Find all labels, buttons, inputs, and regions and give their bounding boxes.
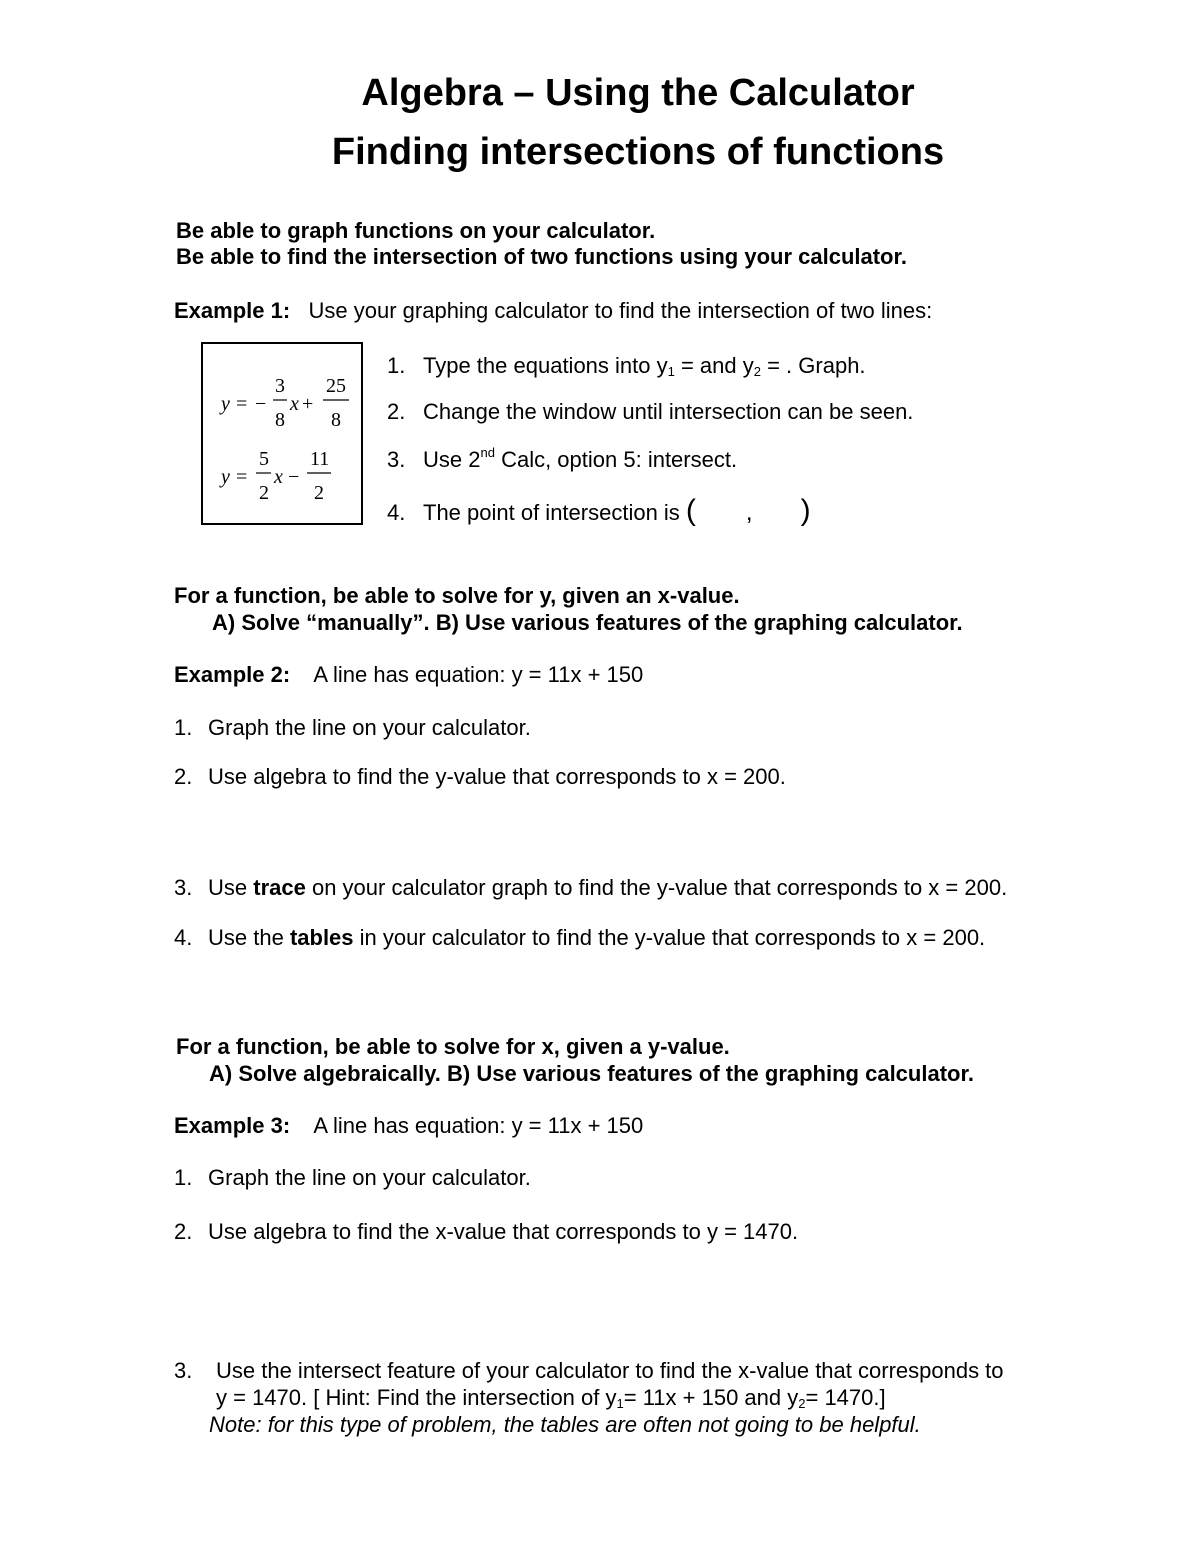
example2-step-2: 2. Use algebra to find the y-value that corresponds to x = 200. (174, 764, 786, 789)
example3-step-3-hint: y = 1470. [ Hint: Find the intersection of $y_1= 11x + 150$ and $y_2= 1470$.] (216, 1385, 886, 1411)
eq2-num1: 5 (259, 448, 269, 470)
example2-label: Example 2: (174, 662, 291, 687)
eq1-minus: − (255, 393, 267, 415)
eq1-num1: 3 (275, 375, 285, 397)
example1-step-2: 2. Change the window until intersection can be seen. (387, 399, 914, 424)
section3-subheading: A) Solve algebraically. B) Use various features of the graphing calculator. (209, 1061, 974, 1086)
example3-note: Note: for this type of problem, the tables are often not going to be helpful. (209, 1412, 921, 1437)
example1-label: Example 1: (174, 298, 291, 323)
close-paren: ) (800, 494, 811, 527)
example3-prompt (174, 1113, 643, 1139)
example1-text: Use your graphing calculator to find the intersection of two lines: (308, 298, 933, 323)
eq2-x: x (274, 466, 283, 488)
example2-step-4: 4. Use the tables in your calculator to find the y-value that corresponds to x = 200. (174, 925, 986, 950)
example1-step-3: 3. Use 2nd Calc, option 5: intersect. (387, 445, 738, 472)
example1-step-4: 4. The point of intersection is ( , ) (387, 494, 811, 527)
equations-box (201, 342, 363, 525)
example3-label: Example 3: (174, 1113, 291, 1138)
example2-step-3: 3. Use trace on your calculator graph to find the y-value that corresponds to x = 200. (174, 875, 1008, 900)
section2-subheading: A) Solve “manually”. B) Use various features of the graphing calculator. (212, 610, 963, 635)
objective-2: Be able to find the intersection of two functions using your calculator. (176, 244, 907, 269)
eq2-den2: 2 (314, 482, 324, 504)
eq1-num2: 25 (326, 375, 346, 397)
eq2-den1: 2 (259, 482, 269, 504)
example2-step-1: 1. Graph the line on your calculator. (174, 715, 531, 740)
eq1-equals: = (236, 393, 248, 415)
example1-prompt (174, 298, 932, 324)
section3-heading: For a function, be able to solve for x, given a y-value. (176, 1034, 730, 1059)
eq2-equals: = (236, 466, 248, 488)
objective-1: Be able to graph functions on your calculator. (176, 218, 656, 243)
example1-step-1: 1. Type the equations into $y_1$ = and $y_2$ = . Graph. (387, 353, 866, 379)
section2-heading: For a function, be able to solve for y, given an x-value. (174, 583, 740, 608)
page-title: Algebra – Using the Calculator (361, 72, 915, 114)
example3-step-1: 1. Graph the line on your calculator. (174, 1165, 531, 1190)
page-subtitle: Finding intersections of functions (331, 131, 945, 173)
equations-graphic (203, 344, 363, 525)
eq1-x: x (290, 393, 299, 415)
example3-text: A line has equation: y = 11x + 150 (313, 1113, 644, 1138)
comma: , (745, 499, 753, 526)
example2-prompt (174, 662, 643, 688)
eq1-den2: 8 (331, 409, 341, 431)
eq1-y: y (221, 393, 230, 415)
eq2-y: y (221, 466, 230, 488)
example2-text: A line has equation: y = 11x + 150 (313, 662, 644, 687)
example3-step-3: 3. Use the intersect feature of your calculator to find the x-value that corresponds to (174, 1358, 1004, 1383)
open-paren: ( (685, 494, 696, 527)
example3-step-2: 2. Use algebra to find the x-value that corresponds to y = 1470. (174, 1219, 799, 1244)
eq1-plus: + (302, 393, 314, 415)
eq2-minus: − (288, 466, 300, 488)
eq2-num2: 11 (310, 448, 330, 470)
eq1-den1: 8 (275, 409, 285, 431)
